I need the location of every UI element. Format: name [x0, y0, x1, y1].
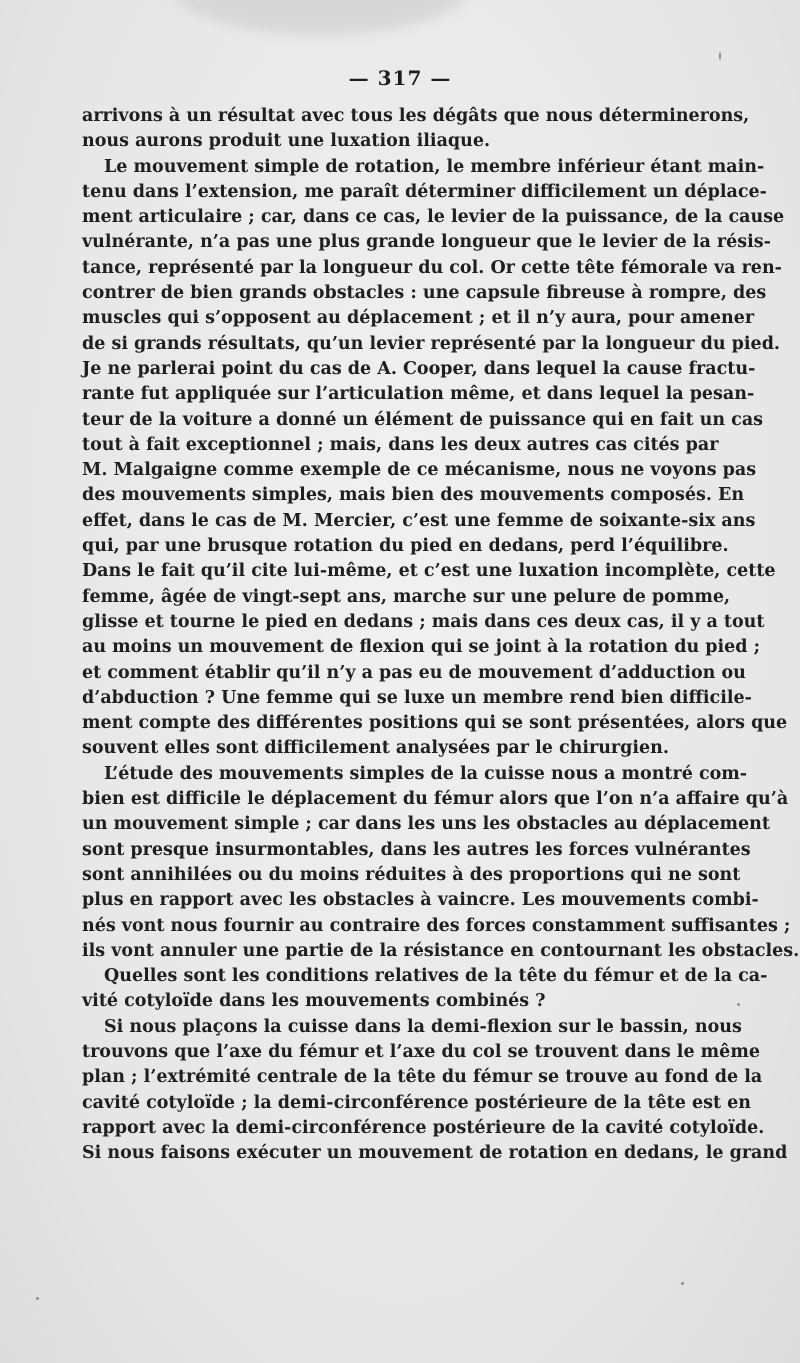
text-line: nés vont nous fournir au contraire des forces constamment suffisantes ; [82, 915, 791, 936]
text-line: nous aurons produit une luxation iliaque. [82, 131, 491, 152]
text-line: trouvons que l’axe du fémur et l’axe du col se trouvent dans le même [82, 1041, 760, 1062]
text-line: glisse et tourne le pied en dedans ; mais dans ces deux cas, il y a tout [82, 611, 765, 632]
text-line: rapport avec la demi-circonférence postérieure de la cavité cotyloïde. [82, 1117, 765, 1138]
body-text [82, 104, 800, 1166]
text-line: ment articulaire ; car, dans ce cas, le levier de la puissance, de la cause [82, 207, 785, 228]
text-line: muscles qui s’opposent au déplacement ; et il n’y aura, pour amener [82, 308, 755, 329]
text-line: Quelles sont les conditions relatives de la tête du fémur et de la ca- [104, 966, 768, 987]
text-line: plan ; l’extrémité centrale de la tête du fémur se trouve au fond de la [82, 1067, 763, 1088]
text-line: contrer de bien grands obstacles : une capsule fibreuse à rompre, des [82, 283, 767, 304]
text-line: tance, représenté par la longueur du col. Or cette tête fémorale va ren- [82, 257, 782, 278]
text-line: vulnérante, n’a pas une plus grande longueur que le levier de la résis- [82, 232, 771, 253]
text-line: Le mouvement simple de rotation, le membre inférieur étant main- [104, 156, 765, 177]
text-line: L’étude des mouvements simples de la cuisse nous a montré com- [104, 763, 748, 784]
text-line: ment compte des différentes positions qui se sont présentées, alors que [82, 713, 788, 734]
ink-speck [719, 52, 721, 60]
text-line: Je ne parlerai point du cas de A. Cooper, dans lequel la cause fractu- [82, 358, 756, 379]
page-stain [170, 0, 470, 35]
text-line: sont annihilées ou du moins réduites à des proportions qui ne sont [82, 864, 741, 885]
text-line: cavité cotyloïde ; la demi-circonférence postérieure de la tête est en [82, 1092, 751, 1113]
text-line: de si grands résultats, qu’un levier représenté par la longueur du pied. [82, 333, 781, 354]
text-line: des mouvements simples, mais bien des mouvements composés. En [82, 485, 745, 506]
text-line: et comment établir qu’il n’y a pas eu de mouvement d’adduction ou [82, 662, 746, 683]
text-line: vité cotyloïde dans les mouvements combinés ? [82, 991, 546, 1012]
text-line: ils vont annuler une partie de la résistance en contournant les obstacles. [82, 940, 800, 961]
text-line: sont presque insurmontables, dans les autres les forces vulnérantes [82, 839, 751, 860]
text-line: femme, âgée de vingt-sept ans, marche sur une pelure de pomme, [82, 586, 731, 607]
text-line: teur de la voiture a donné un élément de puissance qui en fait un cas [82, 409, 764, 430]
text-line: bien est difficile le déplacement du fémur alors que l’on n’a affaire qu’à [82, 789, 789, 810]
text-line: Si nous faisons exécuter un mouvement de rotation en dedans, le grand [82, 1143, 788, 1164]
page-number: — 317 — [348, 66, 452, 90]
text-line: rante fut appliquée sur l’articulation même, et dans lequel la pesan- [82, 384, 755, 405]
text-line: arrivons à un résultat avec tous les dégâts que nous déterminerons, [82, 106, 750, 126]
ink-speck [737, 1003, 740, 1006]
text-line: effet, dans le cas de M. Mercier, c’est une femme de soixante-six ans [82, 510, 756, 531]
text-line: un mouvement simple ; car dans les uns les obstacles au déplacement [82, 814, 770, 835]
text-line: M. Malgaigne comme exemple de ce mécanisme, nous ne voyons pas [82, 460, 757, 481]
text-line: souvent elles sont difficilement analysées par le chirurgien. [82, 738, 669, 759]
text-line: Dans le fait qu’il cite lui-même, et c’est une luxation incomplète, cette [82, 561, 776, 582]
ink-speck [681, 1282, 684, 1285]
text-line: au moins un mouvement de flexion qui se joint à la rotation du pied ; [82, 637, 761, 658]
text-line: plus en rapport avec les obstacles à vaincre. Les mouvements combi- [82, 890, 759, 911]
text-line: tout à fait exceptionnel ; mais, dans les deux autres cas cités par [82, 434, 719, 455]
text-line: d’abduction ? Une femme qui se luxe un membre rend bien difficile- [82, 687, 752, 708]
text-line: Si nous plaçons la cuisse dans la demi-flexion sur le bassin, nous [104, 1016, 742, 1037]
text-line: qui, par une brusque rotation du pied en dedans, perd l’équilibre. [82, 536, 729, 557]
text-line: tenu dans l’extension, me paraît déterminer difficilement un déplace- [82, 181, 767, 202]
ink-speck [36, 1297, 39, 1300]
